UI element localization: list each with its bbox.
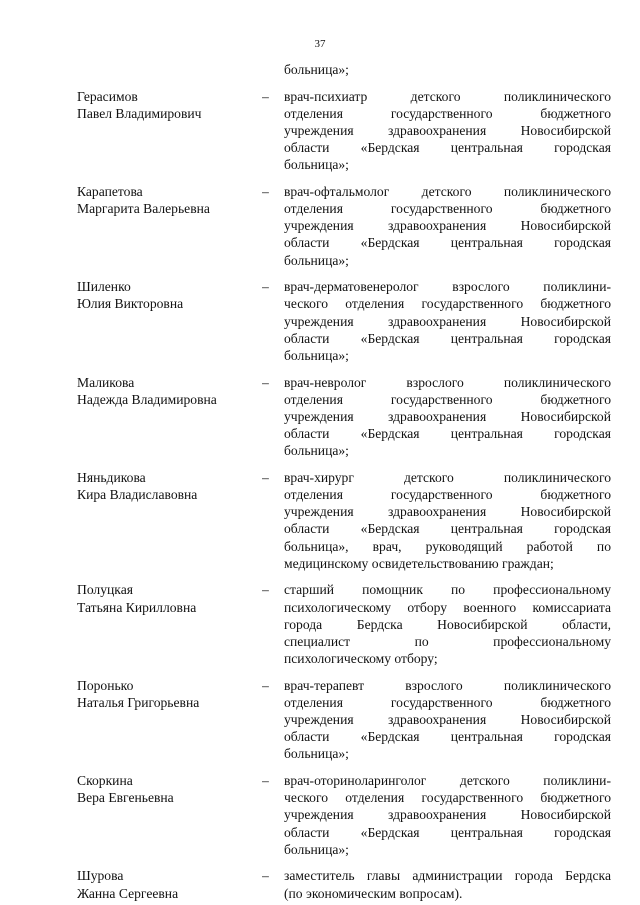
position-line: отделения государственного бюджетного — [284, 487, 611, 503]
member-name — [77, 581, 262, 667]
member-surname: Карапетова — [77, 183, 143, 199]
dash-separator: – — [262, 88, 269, 104]
member-entry — [77, 867, 611, 901]
member-given-names: Наталья Григорьевна — [77, 694, 200, 710]
member-position — [284, 867, 611, 901]
position-line: области «Бердская центральная городская — [284, 824, 611, 840]
position-line: врач-психиатр детского поликлинического — [284, 88, 611, 104]
member-entry — [77, 469, 611, 572]
position-line: области «Бердская центральная городская — [284, 521, 611, 537]
member-position — [284, 469, 611, 572]
position-line: области «Бердская центральная городская — [284, 235, 611, 251]
position-line: медицинскому освидетельствованию граждан; — [284, 555, 554, 571]
member-entry — [77, 278, 611, 364]
position-line: ческого отделения государственного бюджетного — [284, 790, 611, 806]
position-line: врач-хирург детского поликлинического — [284, 469, 611, 485]
member-position — [284, 88, 611, 174]
position-line: больница»; — [284, 157, 349, 173]
member-name — [77, 867, 262, 901]
position-line: ческого отделения государственного бюджетного — [284, 296, 611, 312]
position-line: отделения государственного бюджетного — [284, 391, 611, 407]
member-entry — [77, 677, 611, 763]
position-line: врач-офтальмолог детского поликлинического — [284, 183, 611, 199]
dash-separator: – — [262, 469, 269, 485]
member-given-names: Жанна Сергеевна — [77, 885, 179, 901]
member-entry — [77, 88, 611, 174]
member-entry — [77, 374, 611, 460]
member-surname: Маликова — [77, 374, 135, 390]
position-line: больница»; — [284, 841, 349, 857]
position-line: учреждения здравоохранения Новосибирской — [284, 504, 611, 520]
member-name — [77, 278, 262, 364]
member-surname: Няньдикова — [77, 469, 146, 485]
position-line: врач-невролог взрослого поликлинического — [284, 374, 611, 390]
dash-separator: – — [262, 183, 269, 199]
member-name — [77, 374, 262, 460]
position-line: отделения государственного бюджетного — [284, 105, 611, 121]
member-name — [77, 677, 262, 763]
position-line: врач-дерматовенеролог взрослого поликлини- — [284, 279, 611, 295]
member-given-names: Татьяна Кирилловна — [77, 599, 197, 615]
member-position — [284, 772, 611, 858]
position-line: больница»; — [284, 443, 349, 459]
position-line: области «Бердская центральная городская — [284, 426, 611, 442]
position-line: учреждения здравоохранения Новосибирской — [284, 712, 611, 728]
position-line: учреждения здравоохранения Новосибирской — [284, 408, 611, 424]
member-position — [284, 581, 611, 667]
member-given-names: Маргарита Валерьевна — [77, 201, 210, 217]
member-position — [284, 677, 611, 763]
member-surname: Поронько — [77, 677, 134, 693]
position-line: больница»; — [284, 746, 349, 762]
member-name — [77, 772, 262, 858]
position-line: заместитель главы администрации города Бердска — [284, 868, 611, 884]
position-line: города Бердска Новосибирской области, — [284, 616, 611, 632]
member-surname: Полуцкая — [77, 582, 133, 598]
dash-separator: – — [262, 279, 269, 295]
member-name — [77, 88, 262, 174]
position-line: области «Бердская центральная городская — [284, 330, 611, 346]
position-line: учреждения здравоохранения Новосибирской — [284, 218, 611, 234]
position-line: психологическому отбору; — [284, 651, 438, 667]
member-name — [77, 183, 262, 269]
member-entry — [77, 581, 611, 667]
member-given-names: Кира Владиславовна — [77, 487, 198, 503]
member-given-names: Вера Евгеньевна — [77, 790, 174, 806]
member-surname: Скоркина — [77, 773, 133, 789]
member-given-names: Юлия Викторовна — [77, 296, 184, 312]
member-surname: Шиленко — [77, 279, 131, 295]
dash-separator: – — [262, 773, 269, 789]
member-surname: Шурова — [77, 868, 124, 884]
position-line: старший помощник по профессиональному — [284, 582, 611, 598]
position-line: учреждения здравоохранения Новосибирской — [284, 122, 611, 138]
position-line: психологическому отбору военного комиссариата — [284, 599, 611, 615]
member-position — [284, 278, 611, 364]
member-position — [284, 374, 611, 460]
position-line: врач-оториноларинголог детского поликлини- — [284, 773, 611, 789]
dash-separator: – — [262, 582, 269, 598]
page-number: 37 — [314, 38, 326, 50]
member-surname: Герасимов — [77, 88, 138, 104]
position-line: учреждения здравоохранения Новосибирской — [284, 807, 611, 823]
member-given-names: Павел Владимирович — [77, 105, 202, 121]
position-line: отделения государственного бюджетного — [284, 201, 611, 217]
position-line: специалист по профессиональному — [284, 633, 611, 649]
member-given-names: Надежда Владимировна — [77, 391, 217, 407]
dash-separator: – — [262, 868, 269, 884]
member-entry — [77, 772, 611, 858]
position-line: больница», врач, руководящий работой по — [284, 538, 611, 554]
position-line: области «Бердская центральная городская — [284, 140, 611, 156]
position-line: (по экономическим вопросам). — [284, 885, 463, 901]
commission-member-list — [77, 61, 611, 902]
dash-separator: – — [262, 374, 269, 390]
position-line: учреждения здравоохранения Новосибирской — [284, 313, 611, 329]
dash-separator: – — [262, 677, 269, 693]
continuation-line: больница»; — [284, 62, 349, 77]
entries-container — [77, 88, 611, 902]
position-line: больница»; — [284, 347, 349, 363]
position-line: врач-терапевт взрослого поликлинического — [284, 677, 611, 693]
position-line: отделения государственного бюджетного — [284, 694, 611, 710]
position-line: больница»; — [284, 252, 349, 268]
member-entry — [77, 183, 611, 269]
member-position — [284, 183, 611, 269]
member-name — [77, 469, 262, 572]
position-line: области «Бердская центральная городская — [284, 729, 611, 745]
